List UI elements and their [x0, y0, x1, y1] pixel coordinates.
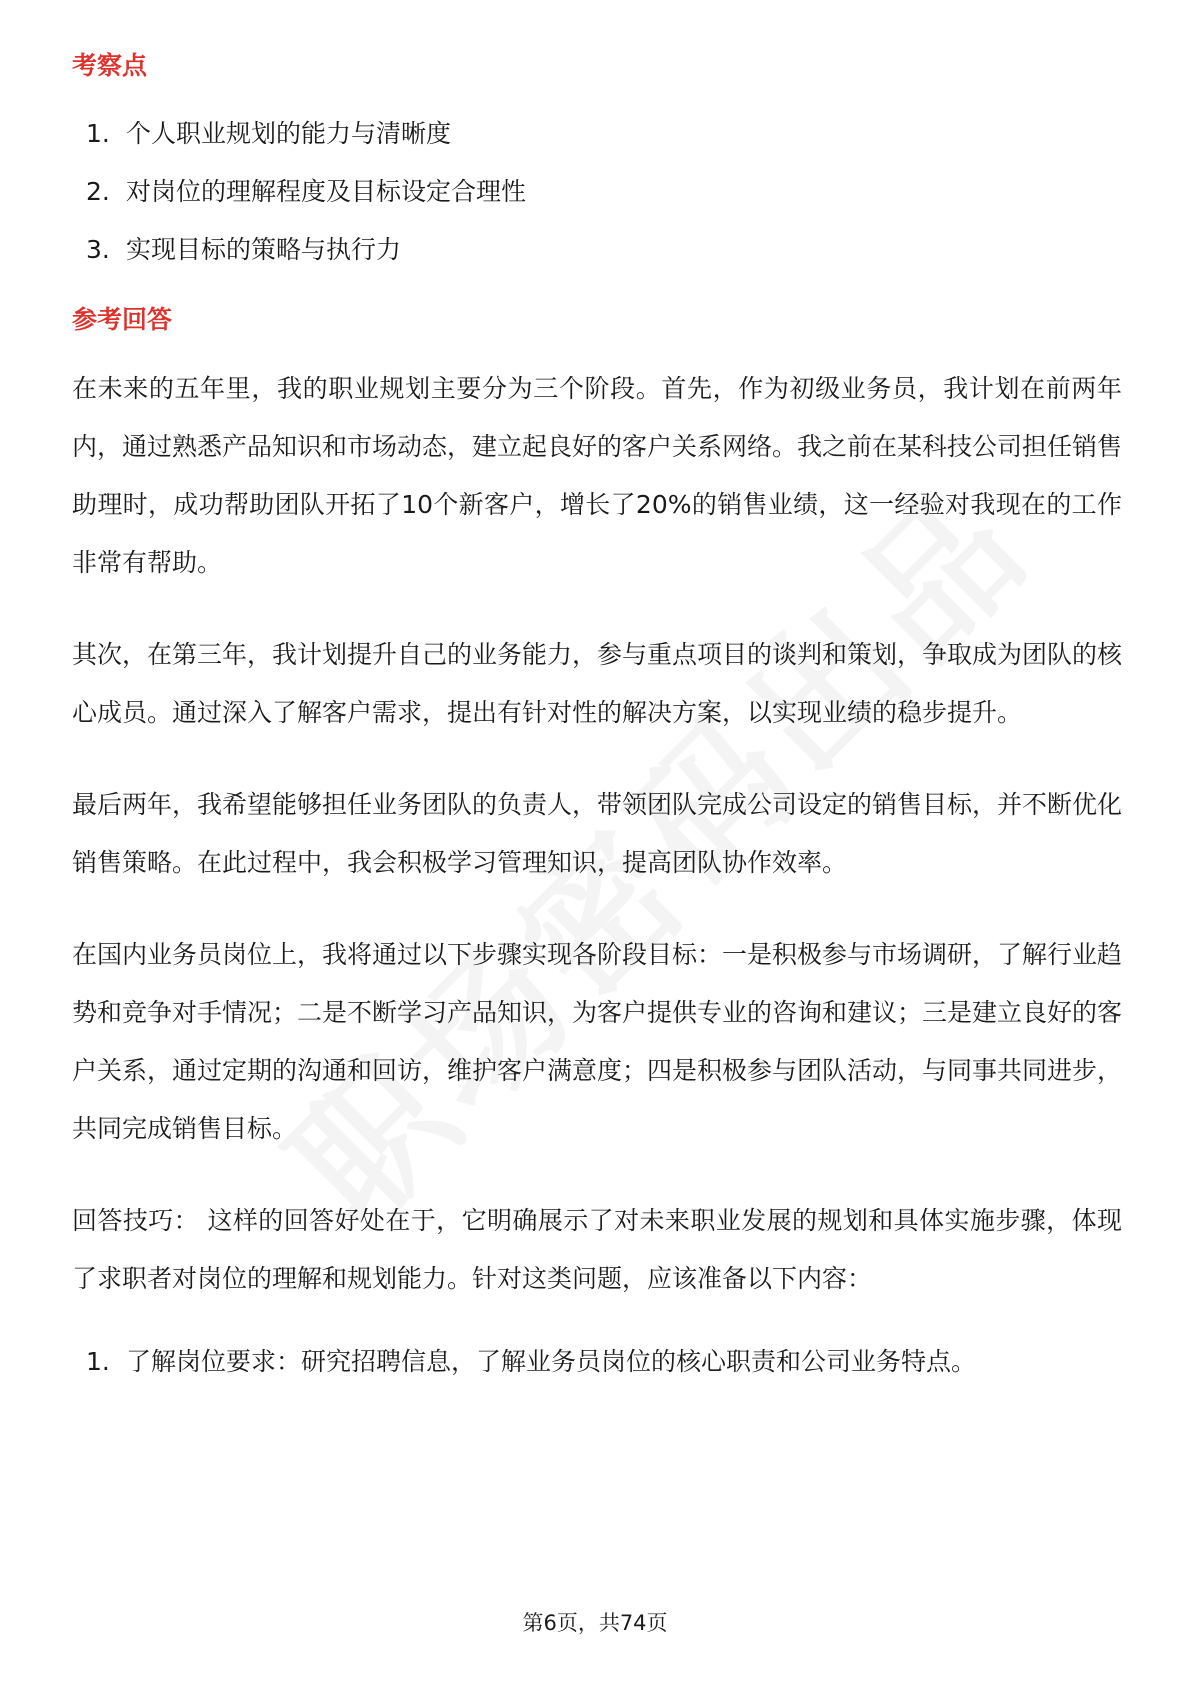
- list-item: [86, 1342, 1122, 1382]
- section-heading-reference-answer: 参考回答: [72, 305, 173, 334]
- list-item: [86, 172, 1122, 212]
- page-content: [72, 46, 1122, 1382]
- list-item-text: 对岗位的理解程度及目标设定合理性: [126, 177, 527, 206]
- exam-points-list: [72, 114, 1122, 270]
- section-heading-exam-points: 考察点: [72, 51, 148, 80]
- list-number: 1.: [86, 1347, 110, 1376]
- list-number: 1.: [86, 119, 110, 148]
- paragraph: 在国内业务员岗位上，我将通过以下步骤实现各阶段目标：一是积极参与市场调研，了解行业趋势和竞争对手情况；二是不断学习产品知识，为客户提供专业的咨询和建议；三是建立良好的客户关系，通过定期的沟通和回访，维护客户满意度；四是积极参与团队活动，与同事共同进步，共同完成销售目标。: [72, 940, 1123, 1143]
- paragraph: 在未来的五年里，我的职业规划主要分为三个阶段。首先，作为初级业务员，我计划在前两年内，通过熟悉产品知识和市场动态，建立起良好的客户关系网络。我之前在某科技公司担任销售助理时，成功帮助团队开拓了10个新客户，增长了20%的销售业绩，这一经验对我现在的工作非常有帮助。: [72, 374, 1123, 577]
- page-number-footer: 第6页，共74页: [522, 1611, 668, 1635]
- list-item-text: 实现目标的策略与执行力: [126, 235, 402, 264]
- list-item-text: 个人职业规划的能力与清晰度: [126, 119, 452, 148]
- tips-list: [72, 1342, 1122, 1382]
- paragraph: 其次，在第三年，我计划提升自己的业务能力，参与重点项目的谈判和策划，争取成为团队的核心成员。通过深入了解客户需求，提出有针对性的解决方案，以实现业绩的稳步提升。: [72, 640, 1123, 727]
- paragraph: 最后两年，我希望能够担任业务团队的负责人，带领团队完成公司设定的销售目标，并不断优化销售策略。在此过程中，我会积极学习管理知识，提高团队协作效率。: [72, 790, 1123, 877]
- list-item-text: 了解岗位要求：研究招聘信息，了解业务员岗位的核心职责和公司业务特点。: [126, 1347, 977, 1376]
- list-number: 3.: [86, 235, 110, 264]
- list-item: [86, 230, 1122, 270]
- paragraph-answer-tips: 回答技巧： 这样的回答好处在于，它明确展示了对未来职业发展的规划和具体实施步骤，体现了求职者对岗位的理解和规划能力。针对这类问题，应该准备以下内容：: [72, 1206, 1122, 1293]
- list-item: [86, 114, 1122, 154]
- list-number: 2.: [86, 177, 110, 206]
